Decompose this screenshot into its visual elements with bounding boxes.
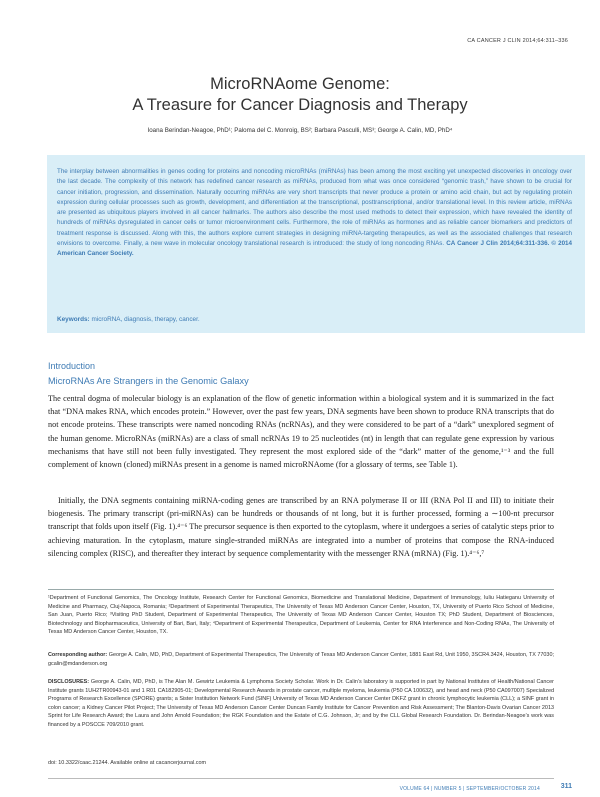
abstract-body: The interplay between abnormalities in genes coding for proteins and noncoding microRNAs (miRNAs) has been among the most exciting yet unexpected discoveries in oncology over the last decade. The complexity of this network has redefined cancer research as miRNAs, produced from what was once considered “genomic trash,” have shown to be crucial for cancer initiation, progression, and dissemination. Naturally occurring miRNAs are very short transcripts that never produce a protein or amino acid chain, but act by regulating protein expression during cellular processes such as growth, development, and differentiation at the transcriptional, posttranscriptional, and/or translational level. In this review article, miRNAs are presented as ubiquitous players involved in all cancer hallmarks. The authors also describe the most used methods to detect their expression, which have revealed the identity of hundreds of miRNAs dysregulated in cancer cells or tumor microenvironment cells. Furthermore, the role of miRNAs as hormones and as reliable cancer biomarkers and predictors of treatment response is discussed. Along with this, the authors explore current strategies in designing miRNA-targeting therapeutics, as well as the associated challenges that research envisions to overcome. Finally, a new wave in molecular oncology translational research is introduced: the study of long noncoding RNAs. — [57, 168, 572, 248]
corresponding-label: Corresponding author: — [48, 652, 108, 658]
corresponding-text: George A. Calin, MD, PhD, Department of Experimental Therapeutics, The University of Texas MD Anderson Cancer Center, 1881 East Rd, Unit 1950, 3SCR4.3424, Houston, TX 77030; gcalin@mdanderson.org — [48, 652, 554, 667]
abstract-citation: CA Cancer J Clin 2014;64:311-336. © 2014 American Cancer Society. — [57, 240, 572, 258]
keywords-list: microRNA, diagnosis, therapy, cancer. — [91, 316, 200, 323]
keywords-label: Keywords: — [57, 316, 90, 323]
title-line-1: MicroRNAome Genome: — [210, 75, 390, 93]
disclosures-text: George A. Calin, MD, PhD, is The Alan M. Gewirtz Leukemia & Lymphoma Society Scholar. Work in Dr. Calin’s laboratory is supported in part by National Institutes of Health/National Cancer Institute grants 1UH2TR00943-01 and 1 R01 CA182905-01; Developmental Research Awards in prostate cancer, multiple myeloma, leukemia (P50 CA 100632), and head and neck (P50 CA097007) Specialized Programs of Research Excellence (SPORE) grants; a Sister Institution Network Fund (SINF) University of Texas MD Anderson Cancer Center DKFZ grant in chronic lymphocytic leukemia (CLL); a SINF grant in colon cancer; a Kidney Cancer Pilot Project; The University of Texas MD Anderson Cancer Center Duncan Family Institute for Cancer Prevention and Risk Assessment; The Blanton-Davis Ovarian Cancer 2013 Sprint for Life Research Award; the Laura and John Arnold Foundation; the RGK Foundation and the Estate of C.G. Johnson, Jr; and by the CLL Global Research Foundation. Dr. Berindan-Neagoe’s work was financed by a POSCCE 709/2010 grant. — [48, 679, 554, 728]
keywords — [57, 316, 200, 323]
article-title — [0, 74, 600, 116]
doi-line: doi: 10.3322/caac.21244. Available online at cacancerjournal.com — [48, 760, 206, 766]
title-line-2: A Treasure for Cancer Diagnosis and Therapy — [132, 96, 468, 114]
footnote-divider — [48, 589, 554, 590]
body-paragraph-2: Initially, the DNA segments containing miRNA-coding genes are transcribed by an RNA polymerase II or III (RNA Pol II and III) to initiate their biogenesis. The primary transcript (pri-miRNAs) can be hundreds or thousands of nt long, but it is further processed, forming a ∼100-nt precursor transcript that folds upon itself (Fig. 1).⁴⁻⁶ The precursor sequence is then exported to the cytoplasm, where it undergoes a series of catalytic steps prior to achieving maturation. In the cytoplasm, mature single-stranded miRNAs are integrated into a number of proteins that compose the RNA-induced silencing complex (RISC), and thereafter they interact by sequence complementarity with the messenger RNA (mRNA) (Fig. 1).⁴⁻⁶,⁷ — [48, 496, 554, 558]
abstract-box — [47, 155, 585, 333]
author-list: Ioana Berindan-Neagoe, PhD¹; Paloma del C. Monroig, BS²; Barbara Pasculli, MS³; George A. Calin, MD, PhD⁴ — [147, 127, 453, 134]
corresponding-author — [48, 651, 554, 668]
affiliations: ¹Department of Functional Genomics, The Oncology Institute, Research Center for Functional Genomics, Biomedicine and Translational Medicine, Department of Immunology, Iuliu Hatieganu University of Medicine and Pharmacy, Cluj-Napoca, Romania; ²Department of Experimental Therapeutics, The University of Texas MD Anderson Cancer Center, Houston, TX, University of Puerto Rico School of Medicine, San Juan, Puerto Rico; ³Visiting PhD Student, Department of Experimental Therapeutics, The University of Texas MD Anderson Cancer Center, Houston TX; PhD Student, Department of Biosciences, Biotechnology and Biopharmaceutics, University of Bari, Bari, Italy; ⁴Department of Experimental Therapeutics, Department of Leukemia, Center for RNA Interference and Non-Coding RNAs, The University of Texas MD Anderson Cancer Center, Houston, TX. — [48, 595, 554, 636]
section-heading: Introduction — [48, 361, 96, 371]
footer-issue: VOLUME 64 | NUMBER 5 | SEPTEMBER/OCTOBER 2014 — [399, 786, 540, 792]
abstract — [57, 167, 572, 260]
running-head: CA CANCER J CLIN 2014;64:311–336 — [467, 38, 568, 44]
body-paragraph-1: The central dogma of molecular biology is an explanation of the flow of genetic information within a biological system and it is summarized in the fact that “DNA makes RNA, which encodes protein.” However, over the past few years, DNA segments have been shown to produce RNA transcripts that do not encode proteins. These transcripts were named noncoding RNAs (ncRNAs), and they were considered to be part of a “dark” unexplored segment of the human genome. MicroRNAs (miRNAs) are a class of small ncRNAs 19 to 25 nucleotides (nt) in length that can regulate gene expression by various mechanisms that have still not been fully investigated. They represent the most explored side of the “dark” matter of the genome,¹⁻³ and the full complement of known (cloned) miRNAs present in a genome is named microRNAome (for a glossary of terms, see Table 1). — [48, 394, 554, 470]
page-number: 311 — [560, 783, 572, 790]
disclosures-label: DISCLOSURES: — [48, 679, 90, 685]
disclosures — [48, 678, 554, 730]
subsection-heading: MicroRNAs Are Strangers in the Genomic Galaxy — [48, 376, 249, 386]
footer-divider — [48, 778, 554, 779]
